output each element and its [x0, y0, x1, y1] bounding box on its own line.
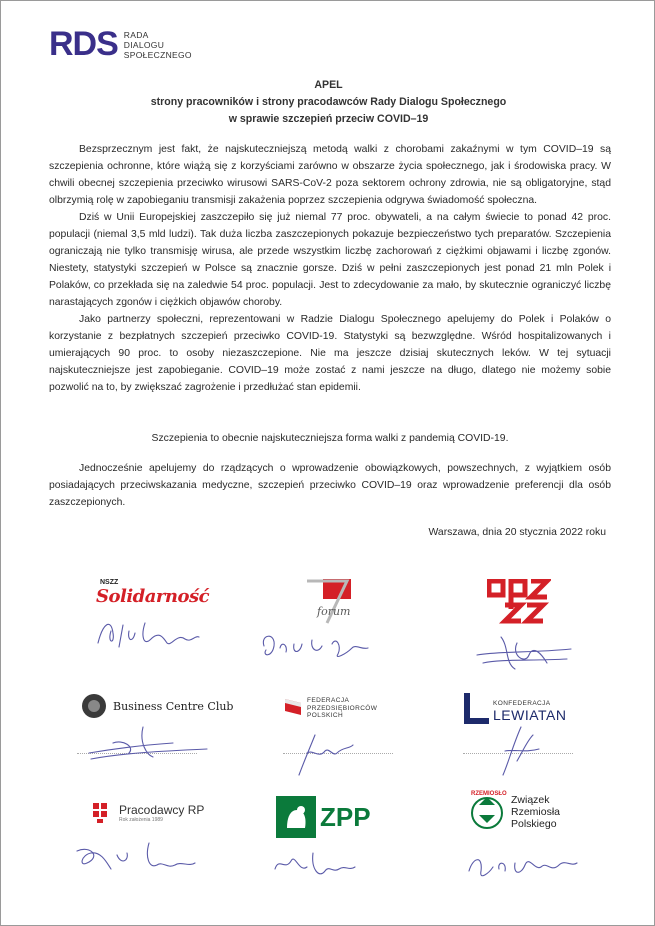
- signature-bcc: [83, 723, 213, 767]
- fpp-name: [307, 697, 377, 720]
- signature-zpp: [269, 843, 359, 889]
- document-body: [49, 141, 611, 396]
- prp-emblem-icon: [91, 801, 115, 825]
- signature-solidarnosc: [93, 613, 203, 653]
- paragraph-5: Jednocześnie apelujemy do rządzących o wprowadzenie obowiązkowych, powszechnych, z wyjątkiem osób posiadających przeciwskazania medyczne, szczepień przeciwko COVID–19 oraz wprowadzenie preferencji dla osób zaszczepionych.: [49, 463, 611, 508]
- rds-line-3: SPOŁECZNEGO: [123, 49, 192, 60]
- prp-label: Pracodawcy RP: [119, 803, 205, 817]
- signature-prp: [71, 835, 201, 881]
- paragraph-4: Szczepienia to obecnie najskuteczniejsza forma walki z pandemią COVID-19.: [151, 433, 509, 444]
- zrp-badge-icon: [467, 791, 507, 833]
- zpp-label: ZPP: [320, 801, 371, 832]
- fpp-flag-icon: [283, 697, 303, 719]
- prp-sub: Rok założenia 1989: [119, 817, 163, 823]
- fpp-line-2: PRZEDSIĘBIORCÓW: [307, 704, 378, 712]
- zrp-name: [511, 794, 560, 830]
- zpp-bear-icon: [276, 796, 316, 838]
- forum-logo: [303, 579, 357, 625]
- lewiatan-line-2: LEWIATAN: [493, 706, 567, 723]
- rds-line-1: RADA: [123, 29, 149, 40]
- zrp-logo: [467, 791, 560, 833]
- prp-name: [119, 803, 204, 823]
- fpp-line-1: FEDERACJA: [307, 697, 350, 704]
- signature-opzz: [471, 633, 581, 675]
- place-date: Warszawa, dnia 20 stycznia 2022 roku: [428, 527, 606, 538]
- lewiatan-l-icon: [463, 691, 491, 725]
- zrp-line-1: Związek: [511, 794, 550, 806]
- paragraph-1: Bezsprzecznym jest fakt, że najskuteczniejszą metodą walki z chorobami zakaźnymi w tym COVID–19 są szczepienia ochronne, które wiążą się z korzyściami zarówno w obszarze życia społecznego, jak i środowiska pracy. W chwili obecnej szczepienia przeciwko wirusowi SARS-CoV-2 poza sektorem ochrony zdrowia, nie są obligatoryjne, stąd olbrzymią rolę w zapobieganiu transmisji zakażenia poprzez szczepienia odgrywa świadomość społeczna.: [49, 144, 611, 206]
- forum-label: forum: [317, 605, 351, 618]
- zrp-badge-text: RZEMIOSŁO: [471, 791, 507, 797]
- rds-line-2: DIALOGU: [123, 39, 165, 50]
- solidarnosc-logo: [96, 579, 209, 607]
- bcc-logo: [79, 689, 233, 723]
- document-body-end: [49, 460, 611, 511]
- rds-org-name: [124, 30, 192, 60]
- rds-mark: RDS: [49, 25, 118, 63]
- bcc-label: Business Centre Club: [113, 699, 234, 713]
- lewiatan-name: [493, 700, 567, 723]
- title-line-2: strony pracowników i strony pracodawców Rady Dialogu Społecznego: [150, 96, 507, 108]
- fpp-logo: [283, 697, 377, 720]
- signature-zrp: [463, 841, 583, 887]
- opzz-icon: [487, 579, 551, 627]
- fpp-line-3: POLSKICH: [307, 712, 344, 719]
- zrp-line-2: Rzemiosła: [511, 806, 561, 818]
- solidarnosc-top: NSZZ: [100, 579, 119, 586]
- prp-logo: [91, 801, 204, 825]
- opzz-logo: [487, 579, 551, 627]
- signature-lewiatan: [495, 721, 545, 781]
- signature-fpp: [293, 729, 363, 779]
- bcc-emblem-icon: [79, 689, 109, 723]
- solidarnosc-wordmark: Solidarność: [96, 586, 210, 607]
- zrp-line-3: Polskiego: [511, 818, 557, 830]
- signature-forum: [256, 626, 376, 664]
- title-line-3: w sprawie szczepień przeciw COVID–19: [228, 113, 429, 125]
- lewiatan-logo: [463, 691, 567, 725]
- document-body-cont: [49, 430, 611, 447]
- lewiatan-line-1: KONFEDERACJA: [493, 699, 551, 707]
- zpp-logo: [276, 796, 371, 838]
- paragraph-3: Jako partnerzy społeczni, reprezentowani w Radzie Dialogu Społecznego apelujemy do Polek i Polaków o korzystanie z bezpłatnych szczepień przeciwko COVID-19. Statystyki są bezwzględne. Wśród hospitalizowanych i umierających 90 proc. to osoby niezaszczepione. Nie ma jeszcze dzisiaj skutecznych leków. W tej sytuacji najskuteczniejsze jest zapobieganie. COVID–19 może zostać z nami jeszcze na długo, dlatego nie możemy sobie pozwolić na to, by zwiększać zagrożenie i przedłużać stan epidemii.: [49, 314, 611, 393]
- title-apel: APEL: [314, 79, 343, 91]
- rds-logo: [49, 25, 192, 64]
- paragraph-2: Dziś w Unii Europejskiej zaszczepiło się już niemal 77 proc. obywateli, a na całym świecie to ponad 42 proc. populacji (niemal 3,5 mld ludzi). Tak duża liczba zaszczepionych pokazuje bezpieczeństwo tych preparatów. Szczepienia ograniczają nie tylko transmisję wirusa, ale przede wszystkim liczbę zachorowań z ciężkimi objawami i liczbę zgonów. Niestety, statystyki szczepień w Polsce są znacznie gorsze. Dziś w pełni zaszczepionych jest ponad 21 mln Polek i Polaków, co przekłada się na zaledwie 54 proc. populacji. Jest to zdecydowanie za mało, by skutecznie ograniczyć liczbę narastających zgonów i ciężkich objawów choroby.: [49, 212, 611, 308]
- forum-seven-icon: [303, 579, 357, 625]
